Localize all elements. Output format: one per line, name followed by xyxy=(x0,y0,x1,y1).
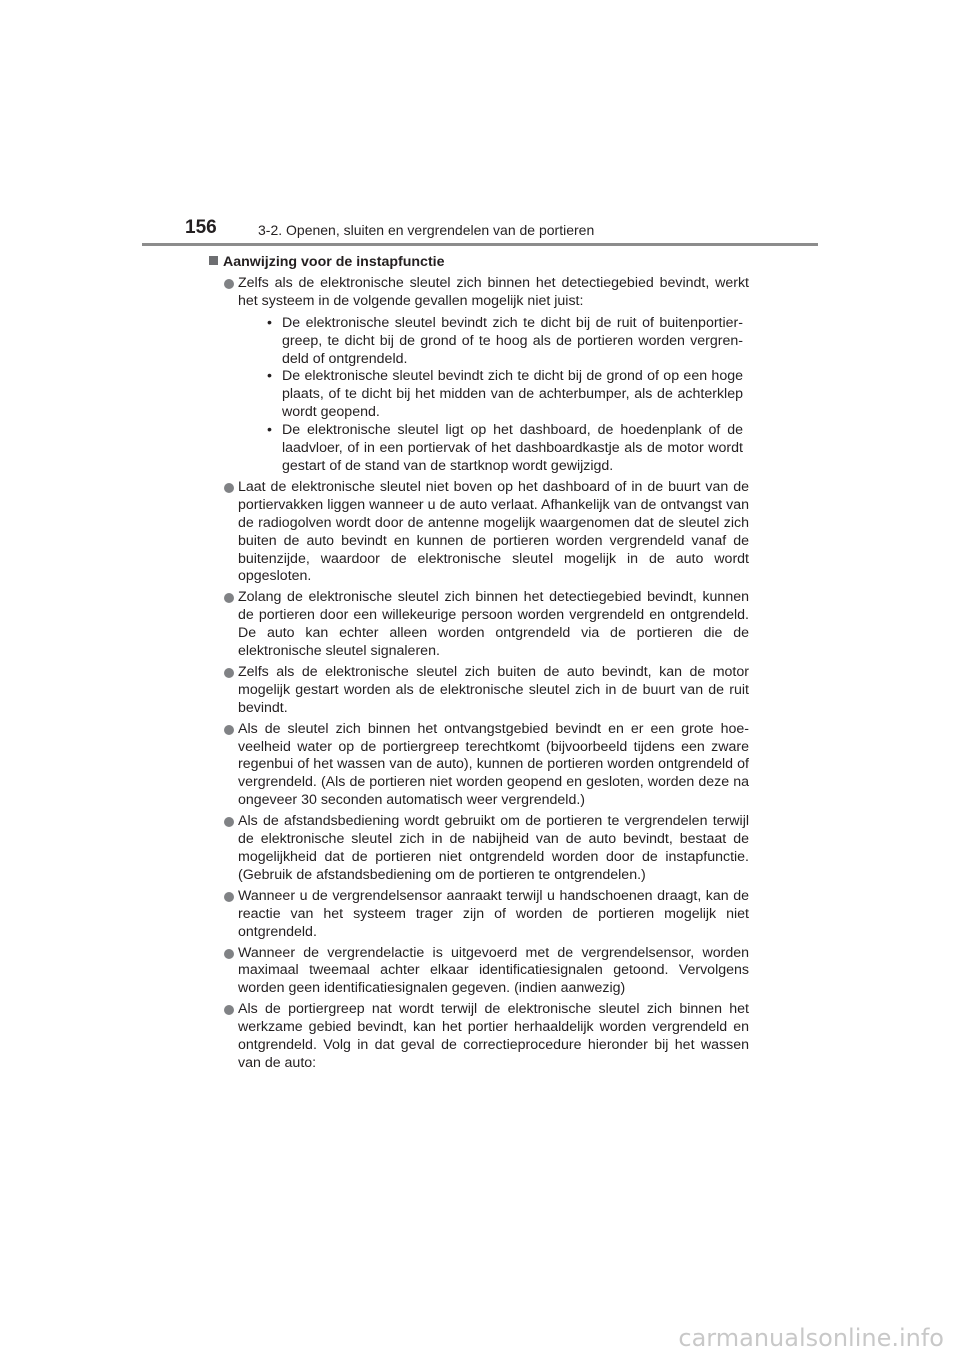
list-item xyxy=(209,1001,749,1073)
square-bullet-icon xyxy=(209,256,218,265)
main-content xyxy=(209,250,749,1073)
list-item-text: Zelfs als de elektronische sleutel zich binnen het detectiegebied bevindt, werkt het systeem in de volgende gevallen mogelijk niet juist: xyxy=(238,274,749,309)
sub-list-item xyxy=(238,368,749,422)
list-item-text: Wanneer u de vergrendelsensor aanraakt terwijl u handschoenen draagt, kan de reactie van het systeem trager zijn of worden de portieren mogelijk niet ontgrendeld. xyxy=(238,887,749,940)
bullet-dot-icon xyxy=(224,817,234,827)
section-heading-text: Aanwijzing voor de instapfunctie xyxy=(223,254,445,270)
bullet-dot-icon xyxy=(224,483,234,493)
list-item-text: Zelfs als de elektronische sleutel zich buiten de auto bevindt, kan de motor mogelijk gestart worden als de elektronische sleutel zich in de buurt van de ruit bevindt. xyxy=(238,663,749,716)
list-item xyxy=(209,888,749,942)
section-title: 3-2. Openen, sluiten en vergrendelen van de portieren xyxy=(258,222,595,238)
list-item-text: Als de sleutel zich binnen het ontvangstgebied bevindt en er een grote hoeveelheid water op de portiergreep terechtkomt (bijvoorbeeld tijdens een zware regenbui of het wassen van de auto), kunnen de portieren worden ontgrendeld of vergrendeld. (Als de portieren niet worden geopend en gesloten, worden deze na ongeveer 30 seconden automatisch weer vergrendeld.) xyxy=(238,720,749,809)
list-item-text: Als de portiergreep nat wordt terwijl de elektronische sleutel zich binnen het werkzame gebied bevindt, kan het portier herhaaldelijk worden vergrendeld en ontgrendeld. Volg in dat geval de correctieprocedure hieronder bij het wassen van de auto: xyxy=(238,1001,749,1071)
list-item xyxy=(209,479,749,586)
bullet-dot-icon xyxy=(224,279,234,289)
sub-list-item-text: De elektronische sleutel ligt op het dashboard, de hoedenplank of de laadvloer, of in een portiervak of het dashboardkastje als de motor wordt gestart of de stand van de startknop wordt gewijzigd. xyxy=(282,422,743,474)
bullet-dot-icon xyxy=(224,593,234,603)
list-item-text: Als de afstandsbediening wordt gebruikt om de portieren te vergrendelen terwijl de elektronische sleutel zich in de nabijheid van de auto bevindt, bestaat de mogelijkheid dat de portieren niet ontgrendeld worden door de instapfunctie. (Gebruik de afstandsbediening om de portieren te ontgrendelen.) xyxy=(238,813,749,883)
sub-list-item xyxy=(238,315,749,369)
list-item-text: Wanneer de vergrendelactie is uitgevoerd met de vergrendelsensor, worden maximaal tweemaal achter elkaar identificatiesignalen getoond. Vervolgens worden geen identificatiesignalen gegeven. (indien aanwezig) xyxy=(238,944,749,997)
list-item xyxy=(209,664,749,718)
bullet-dot-icon xyxy=(224,668,234,678)
watermark: carmanualsonline.info xyxy=(678,1324,944,1352)
bullet-dot-icon xyxy=(224,949,234,959)
section-heading xyxy=(209,254,749,272)
page-number: 156 xyxy=(185,217,217,238)
bullet-dot-icon xyxy=(224,1005,234,1015)
sub-bullet-marker: • xyxy=(267,314,272,331)
sub-list-item-text: De elektronische sleutel bevindt zich te dicht bij de grond of op een hoge plaats, of te dicht bij het midden van de achterbumper, als de achterklep wordt geopend. xyxy=(282,368,743,421)
sub-list xyxy=(238,315,749,476)
sub-list-item xyxy=(238,422,749,476)
list-item xyxy=(209,813,749,885)
bullet-dot-icon xyxy=(224,725,234,735)
list-item xyxy=(209,721,749,811)
sub-bullet-marker: • xyxy=(267,422,272,439)
header-divider xyxy=(142,243,818,246)
sub-bullet-marker: • xyxy=(267,368,272,385)
list-item-text: Laat de elektronische sleutel niet boven op het dashboard of in de buurt van de portiervakken liggen wanneer u de auto verlaat. Afhankelijk van de ontvangst van de radiogolven wordt door de antenne mogelijk waargenomen dat de sleutel zich buiten de auto bevindt en kunnen de portieren worden vergrendeld vanaf de buitenzijde, waardoor de elektronische sleutel mogelijk in de auto wordt opgesloten. xyxy=(238,478,749,585)
list-item xyxy=(209,945,749,999)
list-item-text: Zolang de elektronische sleutel zich binnen het detectiegebied bevindt, kunnen de portieren door een willekeurige persoon worden vergrendeld en ontgrendeld. De auto kan echter alleen worden ontgrendeld via de portieren die de elektronische sleutel signaleren. xyxy=(238,589,749,660)
sub-list-item-text: De elektronische sleutel bevindt zich te dicht bij de ruit of buitenportiergreep, te dicht bij de grond of te hoog als de portieren worden vergrendeld of ontgrendeld. xyxy=(282,314,743,367)
list-item xyxy=(209,589,749,661)
list-item xyxy=(209,275,749,476)
bullet-dot-icon xyxy=(224,892,234,902)
